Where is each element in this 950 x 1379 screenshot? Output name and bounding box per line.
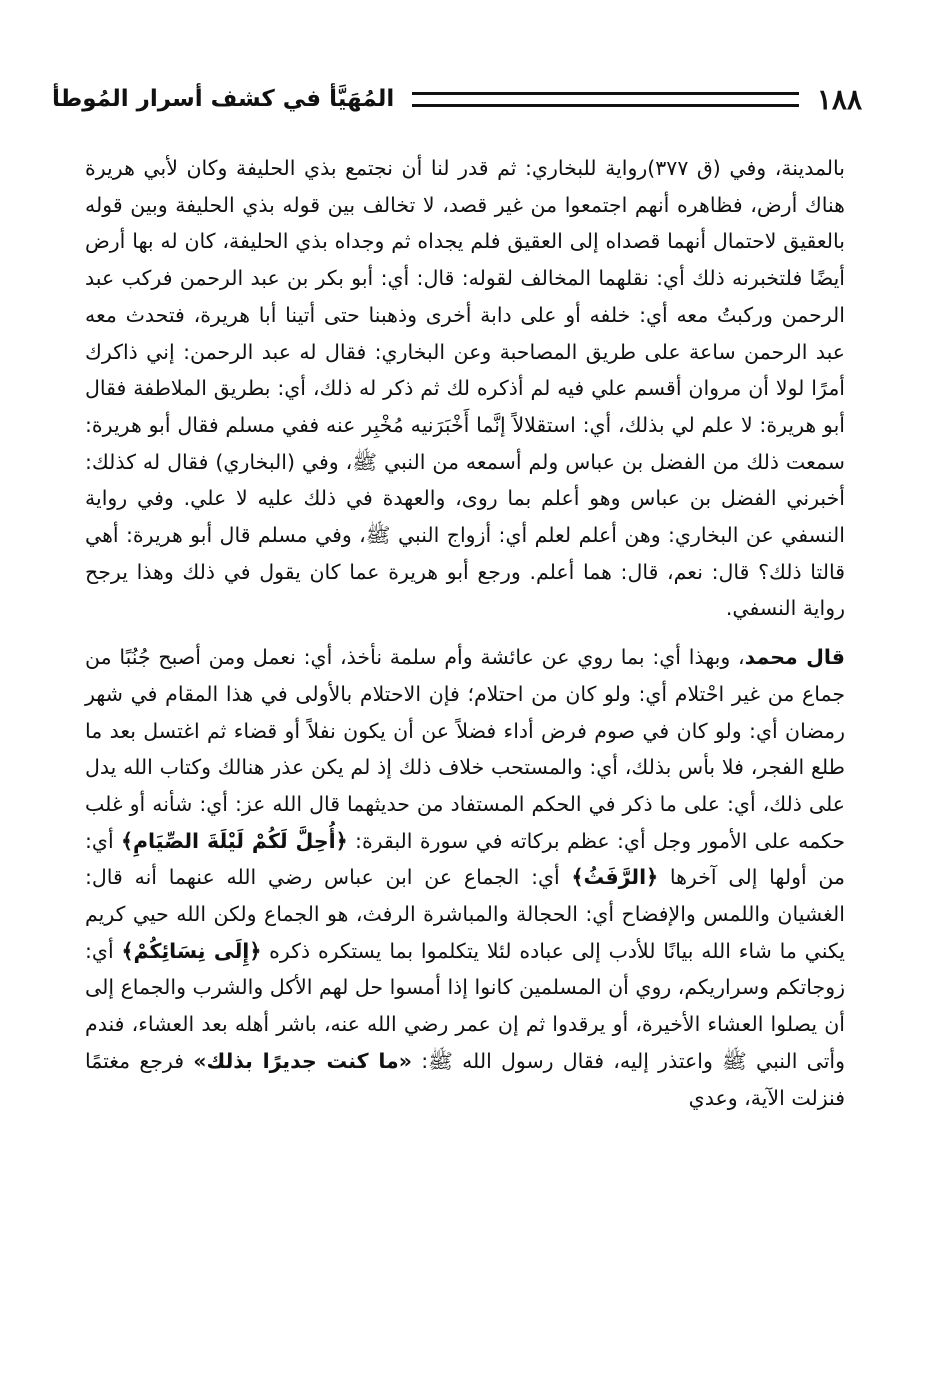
emphasis-run: ﴿الرَّفَثُ﴾ (571, 865, 659, 890)
emphasis-run: ﴿أُحِلَّ لَكُمْ لَيْلَةَ الصِّيَامِ﴾ (121, 828, 348, 853)
page-header (52, 74, 862, 124)
text-run: أي: زوجاتكم وسراريكم، روي أن المسلمين كانوا إذا أمسوا حل لهم الأكل والشرب والجماع إلى أن يصلوا العشاء الأخيرة، أو يرقدوا ثم إن عمر رضي الله عنه، باشر أهله بعد العشاء، فندم وأتى النبي ﷺ واعتذر إليه، فقال رسول الله ﷺ: (85, 938, 845, 1073)
text-run: أي: من أولها إلى آخرها (85, 828, 846, 890)
header-double-rule (412, 92, 799, 107)
running-title: المُهَيَّأ في كشف أسرار المُوطأ (52, 86, 395, 112)
page-number: ١٨٨ (816, 82, 862, 116)
paragraph-2 (85, 639, 845, 1116)
text-run: أي: الجماع عن ابن عباس رضي الله عنهما أنه قال: الغشيان واللمس والإفضاح أي: الحجالة والمباشرة الرفث، هو الجماع ولكن الله حيي كريم يكني ما شاء الله بيانًا للأدب إلى عباده لئلا يتكلموا بما يستكره ذكره (85, 865, 845, 963)
text-run: ، وبهذا أي: بما روي عن عائشة وأم سلمة نأخذ، أي: نعمل ومن أصبح جُنُبًا من جماع من غير احْتلام أي: ولو كان من احتلام؛ فإن الاحتلام بالأولى في هذا المقام في شهر رمضان أي: ولو كان في صوم فرض أداء فضلاً عن أن يكون نفلاً أو قضاء ثم اغتسل بعد ما طلع الفجر، فلا بأس بذلك، أي: والمستحب خلاف ذلك إذ لم يكن عذر هنالك وكتاب الله يدل على ذلك، أي: على ما ذكر في الحكم المستفاد من حديثهما قال الله عز: أي: شأنه أو غلب حكمه على الأمور وجل أي: عظم بركاته في سورة البقرة: (85, 645, 845, 853)
emphasis-run: ﴿إِلَى نِسَائِكُمْ﴾ (121, 938, 262, 963)
paragraph-1 (85, 150, 845, 627)
text-run: فرجع مغتمًا فنزلت الآية، وعدي (85, 1048, 845, 1110)
emphasis-run: قال محمد (744, 645, 845, 670)
body-text (85, 150, 845, 1116)
emphasis-run: «ما كنت جديرًا بذلك» (193, 1048, 412, 1073)
text-run: بالمدينة، وفي (ق ٣٧٧)رواية للبخاري: ثم قدر لنا أن نجتمع بذي الحليفة وكان لأبي هريرة هناك أرض، فظاهره أنهم اجتمعوا من غير قصد، لا تخالف بين قوله بذي الحليفة وبين قوله بالعقيق لاحتمال أنهما قصداه إلى العقيق فلم يجداه ثم وجداه بذي الحليفة، كان له بها أرض أيضًا فلتخبرنه ذلك أي: نقلهما المخالف لقوله: قال: أي: أبو بكر بن عبد الرحمن فركب عبد الرحمن وركبتُ معه أي: خلفه أو على دابة أخرى وذهبنا حتى أتينا أبا هريرة، فتحدث معه عبد الرحمن ساعة على طريق المصاحبة وعن البخاري: فقال له عبد الرحمن: إني ذاكرك أمرًا لولا أن مروان أقسم علي فيه لم أذكره لك ثم ذكر له ذلك، أي: بطريق الملاطفة فقال أبو هريرة: لا علم لي بذلك، أي: استقلالاً إنَّما أَخْبَرَنيه مُخْبِر عنه ففي مسلم فقال أبو هريرة: سمعت ذلك من الفضل بن عباس ولم أسمعه من النبي ﷺ، وفي (البخاري) فقال له كذلك: أخبرني الفضل بن عباس وهو أعلم بما روى، والعهدة في ذلك عليه لا علي. وفي رواية النسفي عن البخاري: وهن أعلم لعلم أي: أزواج النبي ﷺ، وفي مسلم قال أبو هريرة: أهي قالتا ذلك؟ قال: نعم، قال: هما أعلم. ورجع أبو هريرة عما كان يقول في ذلك وهذا يرجح رواية النسفي. (85, 156, 846, 621)
